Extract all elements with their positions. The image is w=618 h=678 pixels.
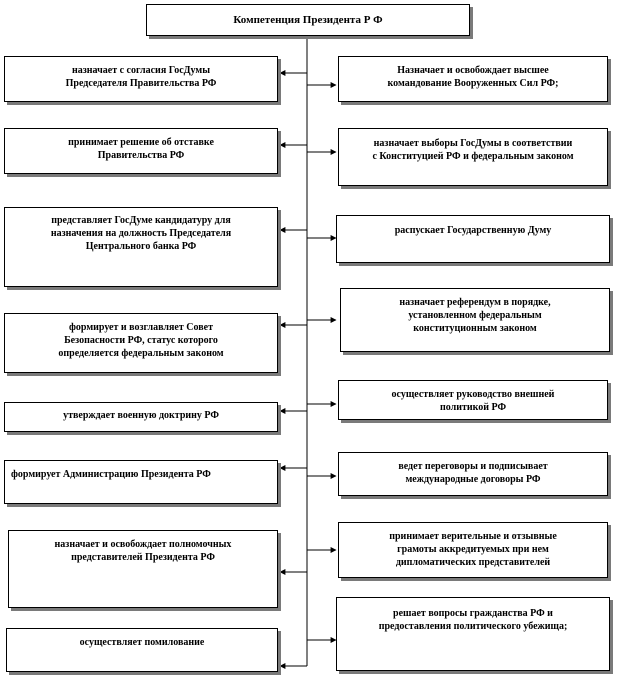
right-box-2 <box>338 128 608 186</box>
right-5-line-1: осуществляет руководство внешней <box>391 389 555 400</box>
left-3-line-3: Центрального банка РФ <box>85 241 197 252</box>
right-box-4 <box>340 288 610 352</box>
left-3-line-2: назначения на должность Председателя <box>50 228 232 239</box>
right-4-line-1: назначает референдум в порядке, <box>399 297 551 308</box>
left-1-line-2: Председателя Правительства РФ <box>65 78 217 89</box>
right-6-line-1: ведет переговоры и подписывает <box>398 461 548 472</box>
right-6-line-2: международные договоры РФ <box>405 474 541 485</box>
right-7-line-2: грамоты аккредитуемых при нем <box>397 544 549 555</box>
left-box-8 <box>6 628 278 672</box>
left-3-line-1: представляет ГосДуме кандидатуру для <box>51 215 231 226</box>
left-box-1 <box>4 56 278 102</box>
right-2-line-1: назначает выборы ГосДумы в соответствии <box>373 138 573 149</box>
left-7-line-2: представителей Президента РФ <box>71 552 215 563</box>
left-box-2 <box>4 128 278 174</box>
right-box-3 <box>336 215 610 263</box>
left-2-line-1: принимает решение об отставке <box>68 137 214 148</box>
right-box-5 <box>338 380 608 420</box>
right-box-8 <box>336 597 610 671</box>
right-box-7 <box>338 522 608 578</box>
left-box-3 <box>4 207 278 287</box>
left-2-line-2: Правительства РФ <box>97 150 185 161</box>
left-box-6 <box>4 460 278 504</box>
left-box-5 <box>4 402 278 432</box>
right-3-line-1: распускает Государственную Думу <box>394 225 552 236</box>
left-box-4 <box>4 313 278 373</box>
right-1-line-2: командование Вооруженных Сил РФ; <box>387 78 559 89</box>
left-7-line-1: назначает и освобождает полномочных <box>54 539 232 550</box>
right-box-6 <box>338 452 608 496</box>
right-5-line-2: политикой РФ <box>439 402 507 413</box>
right-1-line-1: Назначает и освобождает высшее <box>397 65 549 76</box>
left-1-line-1: назначает с согласия ГосДумы <box>71 65 211 76</box>
right-8-line-2: предоставления политического убежища; <box>378 621 568 632</box>
right-box-1 <box>338 56 608 102</box>
right-4-line-2: установленном федеральным <box>408 310 542 321</box>
right-2-line-2: с Конституцией РФ и федеральным законом <box>372 151 574 162</box>
left-4-line-2: Безопасности РФ, статус которого <box>64 335 218 346</box>
left-8-line-1: осуществляет помилование <box>79 637 205 648</box>
right-4-line-3: конституционным законом <box>413 323 537 334</box>
left-4-line-1: формирует и возглавляет Совет <box>69 322 213 333</box>
left-box-7 <box>8 530 278 608</box>
right-7-line-1: принимает верительные и отзывные <box>389 531 557 542</box>
title-text: Компетенция Президента Р Ф <box>233 13 383 26</box>
left-5-line-1: утверждает военную доктрину РФ <box>63 410 219 421</box>
left-6-line-1: формирует Администрацию Президента РФ <box>11 469 211 480</box>
right-8-line-1: решает вопросы гражданства РФ и <box>393 608 553 619</box>
right-7-line-3: дипломатических представителей <box>395 557 551 568</box>
left-4-line-3: определяется федеральным законом <box>58 348 224 359</box>
title-box <box>146 4 470 36</box>
